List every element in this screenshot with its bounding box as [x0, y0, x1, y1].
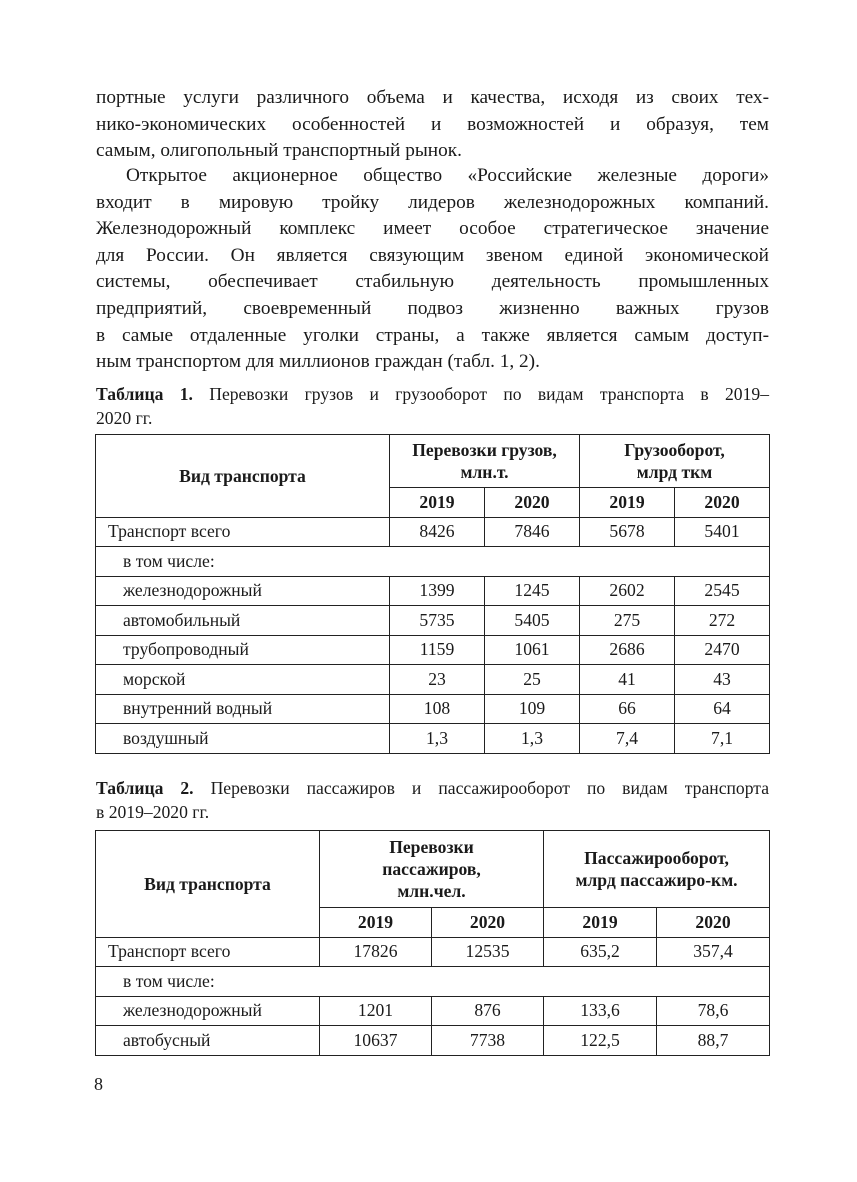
year-header: 2020	[485, 488, 580, 518]
paragraph-line: системы, обеспечивает стабильную деятельность промышленных	[96, 271, 769, 293]
table-2-caption	[96, 776, 769, 824]
table-1-caption-label: Таблица 1.	[96, 384, 193, 404]
column-group-header-passenger-turnover	[544, 831, 770, 908]
table-cell: 1245	[485, 576, 580, 606]
table-1-caption-text: Перевозки грузов и грузооборот по видам транспорта в 2019–	[209, 384, 769, 404]
table-cell: 133,6	[544, 996, 657, 1026]
table-cell: 275	[580, 606, 675, 636]
table-cell: 2602	[580, 576, 675, 606]
table-row	[96, 996, 770, 1026]
header-line: пассажиров,	[382, 859, 481, 879]
table-cell: 5735	[390, 606, 485, 636]
header-line: Грузооборот,	[624, 440, 725, 460]
row-label: железнодорожный	[96, 576, 390, 606]
paragraph-line: нико-экономических особенностей и возможностей и образуя, тем	[96, 113, 769, 135]
header-line: млрд ткм	[636, 462, 713, 482]
row-label: железнодорожный	[96, 996, 320, 1026]
page-number: 8	[94, 1074, 103, 1094]
table-row	[96, 1026, 770, 1056]
paragraph-line: Открытое акционерное общество «Российские железные дороги»	[126, 165, 769, 186]
year-header: 2020	[675, 488, 770, 518]
year-header: 2019	[544, 908, 657, 938]
table-cell: 7738	[432, 1026, 544, 1056]
header-line: Перевозки грузов,	[412, 440, 557, 460]
paragraph-line: предприятий, своевременный подвоз жизненно важных грузов	[96, 297, 769, 319]
table-row	[96, 576, 770, 606]
row-label: трубопроводный	[96, 635, 390, 665]
table-cell: 108	[390, 694, 485, 724]
paragraph-line: портные услуги различного объема и качества, исходя из своих тех-	[96, 87, 769, 108]
header-line: млн.чел.	[397, 881, 466, 901]
table-row	[96, 665, 770, 695]
year-header: 2019	[580, 488, 675, 518]
table-cell: 23	[390, 665, 485, 695]
paragraph-line: в самые отдаленные уголки страны, а также является самым доступ-	[96, 324, 769, 346]
table-cell: 109	[485, 694, 580, 724]
table-cell: 1399	[390, 576, 485, 606]
table-cell: 78,6	[657, 996, 770, 1026]
paragraph-line: самым, олигопольный транспортный рынок.	[96, 140, 462, 162]
paragraph-line: Железнодорожный комплекс имеет особое стратегическое значение	[96, 218, 769, 240]
table-cell: 5678	[580, 517, 675, 547]
table-cell: 635,2	[544, 937, 657, 967]
table-1-caption	[96, 382, 769, 430]
table-cell: 1159	[390, 635, 485, 665]
table-cell: 88,7	[657, 1026, 770, 1056]
table-cell: 41	[580, 665, 675, 695]
table-cell: 7,4	[580, 724, 675, 754]
table-cell: 8426	[390, 517, 485, 547]
row-label-including: в том числе:	[96, 967, 770, 997]
header-line: млн.т.	[460, 462, 509, 482]
table-2	[95, 830, 770, 1056]
year-header: 2019	[320, 908, 432, 938]
paragraph-line: для России. Он является связующим звеном единой экономической	[96, 244, 769, 266]
table-cell: 1061	[485, 635, 580, 665]
row-label: Транспорт всего	[96, 517, 390, 547]
table-row	[96, 635, 770, 665]
table-row	[96, 517, 770, 547]
header-line: Перевозки	[389, 837, 474, 857]
table-cell: 43	[675, 665, 770, 695]
column-group-header-freight	[390, 435, 580, 488]
column-header-transport-type: Вид транспорта	[96, 435, 390, 518]
row-label: автомобильный	[96, 606, 390, 636]
paragraph-1	[96, 85, 769, 165]
table-cell: 1,3	[485, 724, 580, 754]
row-label: Транспорт всего	[96, 937, 320, 967]
table-row	[96, 694, 770, 724]
table-row	[96, 606, 770, 636]
table-cell: 2470	[675, 635, 770, 665]
table-cell: 357,4	[657, 937, 770, 967]
row-label: автобусный	[96, 1026, 320, 1056]
table-cell: 2686	[580, 635, 675, 665]
paragraph-line: ным транспортом для миллионов граждан (табл. 1, 2).	[96, 351, 540, 373]
table-cell: 10637	[320, 1026, 432, 1056]
table-row	[96, 547, 770, 577]
table-cell: 64	[675, 694, 770, 724]
table-cell: 66	[580, 694, 675, 724]
year-header: 2019	[390, 488, 485, 518]
table-cell: 17826	[320, 937, 432, 967]
year-header: 2020	[432, 908, 544, 938]
table-cell: 122,5	[544, 1026, 657, 1056]
row-label: морской	[96, 665, 390, 695]
table-cell: 7,1	[675, 724, 770, 754]
table-2-caption-label: Таблица 2.	[96, 778, 194, 798]
year-header: 2020	[657, 908, 770, 938]
table-cell: 876	[432, 996, 544, 1026]
header-line: млрд пассажиро-км.	[575, 870, 738, 890]
column-group-header-turnover	[580, 435, 770, 488]
paragraph-line: входит в мировую тройку лидеров железнодорожных компаний.	[96, 191, 769, 213]
table-1-caption-line2: 2020 гг.	[96, 408, 153, 428]
table-row	[96, 724, 770, 754]
table-row	[96, 937, 770, 967]
row-label: внутренний водный	[96, 694, 390, 724]
row-label: воздушный	[96, 724, 390, 754]
table-cell: 1201	[320, 996, 432, 1026]
column-header-transport-type: Вид транспорта	[96, 831, 320, 938]
table-cell: 1,3	[390, 724, 485, 754]
table-row	[96, 967, 770, 997]
table-cell: 272	[675, 606, 770, 636]
table-cell: 12535	[432, 937, 544, 967]
table-2-caption-text: Перевозки пассажиров и пассажирооборот по видам транспорта	[210, 778, 769, 798]
table-cell: 25	[485, 665, 580, 695]
row-label-including: в том числе:	[96, 547, 770, 577]
paragraph-2	[96, 163, 769, 376]
table-1	[95, 434, 770, 754]
table-cell: 5405	[485, 606, 580, 636]
table-cell: 7846	[485, 517, 580, 547]
table-cell: 5401	[675, 517, 770, 547]
table-cell: 2545	[675, 576, 770, 606]
header-line: Пассажирооборот,	[584, 848, 729, 868]
column-group-header-passengers	[320, 831, 544, 908]
table-2-caption-line2: в 2019–2020 гг.	[96, 802, 210, 822]
